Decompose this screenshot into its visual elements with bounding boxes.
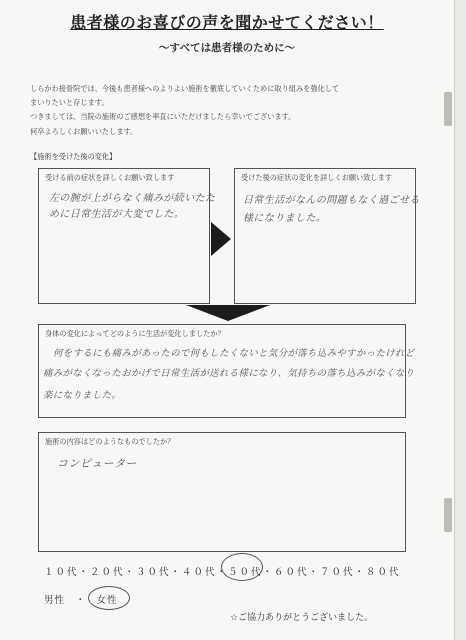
section-label: 【施術を受けた後の変化】 <box>30 152 117 161</box>
age-options: １０代・２０代・３０代・４０代・５０代・６０代・７０代・８０代 <box>44 567 401 578</box>
before-symptoms-answer: 左の腕が上がらなく痛みが続いたた <box>49 193 216 204</box>
life-change-label: 身体の変化によってどのように生活が変化しましたか？ <box>45 329 225 338</box>
after-symptoms-answer: 様になりました。 <box>243 213 327 224</box>
gender-options: 男性 ・ 女性 <box>44 595 118 606</box>
selected-gender-circle <box>88 586 130 610</box>
scan-edge-mark <box>444 498 452 532</box>
before-symptoms-answer: めに日常生活が大変でした。 <box>49 209 185 220</box>
arrow-down-icon <box>186 305 270 321</box>
before-symptoms-box <box>38 168 216 304</box>
after-symptoms-box <box>234 168 420 304</box>
life-change-answer: 楽になりました。 <box>43 390 122 401</box>
after-symptoms-label: 受けた後の症状の変化を詳しくお願い致します <box>241 173 392 182</box>
life-change-box <box>38 324 415 418</box>
treatment-content-label: 施術の内容はどのようなものでしたか？ <box>45 437 175 446</box>
treatment-content-answer: コンピューター <box>57 457 137 470</box>
intro-line: しらかわ接骨院では、今後も患者様へのよりよい施術を徹底していくために取り組みを強化して <box>30 84 340 93</box>
page-title: 患者様のお喜びの声を聞かせてください！ <box>70 13 384 32</box>
page-subtitle: ～すべては患者様のために～ <box>158 42 296 54</box>
life-change-answer: 何をするにも痛みがあったので何もしたくないと気分が落ち込みやすかったけれど <box>53 348 415 359</box>
selected-age-circle <box>221 553 263 581</box>
arrow-right-icon <box>211 222 231 256</box>
intro-text <box>30 82 440 139</box>
before-symptoms-label: 受ける前の症状を詳しくお願い致します <box>45 173 175 182</box>
intro-line: 何卒よろしくお願いいたします。 <box>30 126 138 136</box>
life-change-answer: 痛みがなくなったおかげで日常生活が送れる様になり、気持ちの落ち込みがなくなり <box>43 368 415 379</box>
after-symptoms-answer: 日常生活がなんの問題もなく過ごせる <box>243 195 420 206</box>
thanks-text: ☆ご協力ありがとうございました。 <box>230 613 374 623</box>
scan-edge-mark <box>444 92 452 126</box>
intro-line: まいりたいと存じます。 <box>30 98 109 108</box>
treatment-content-box <box>38 432 406 552</box>
intro-line: つきましては、当院の施術のご感想を率直にいただけましたら幸いでございます。 <box>30 112 296 122</box>
